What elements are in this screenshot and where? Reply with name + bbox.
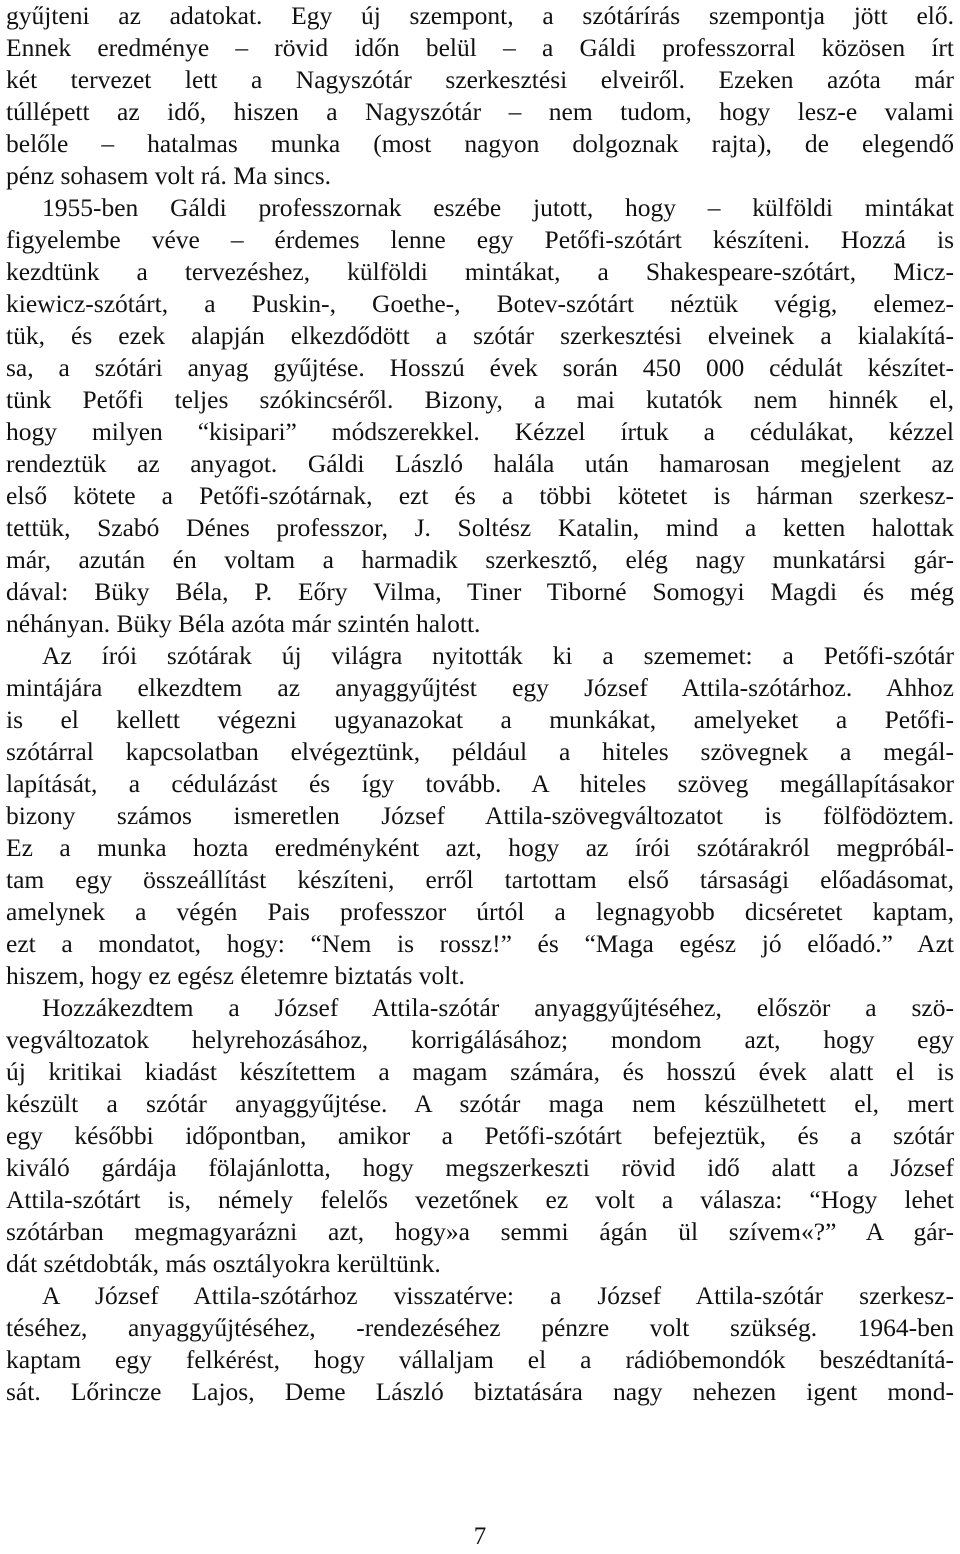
- text-line: tam egy összeállítást készíteni, erről tartottam első társasági előadásomat,: [6, 865, 954, 894]
- text-line: tettük, Szabó Dénes professzor, J. Soltész Katalin, mind a ketten halottak: [6, 513, 954, 542]
- text-line: sa, a szótári anyag gyűjtése. Hosszú évek során 450 000 cédulát készítet-: [6, 353, 954, 382]
- text-line: néhányan. Büky Béla azóta már szintén halott.: [6, 609, 481, 638]
- paragraph-first-line: Hozzákezdtem a József Attila-szótár anyaggyűjtéséhez, először a szö-: [42, 993, 954, 1022]
- text-line: kiewicz-szótárt, a Puskin-, Goethe-, Botev-szótárt néztük végig, elemez-: [6, 289, 954, 318]
- text-line: téséhez, anyaggyűjtéséhez, -rendezéséhez pénzre volt szükség. 1964-ben: [6, 1313, 954, 1342]
- text-line: készült a szótár anyaggyűjtése. A szótár maga nem készülhetett el, mert: [6, 1089, 954, 1118]
- text-line: dával: Büky Béla, P. Eőry Vilma, Tiner Tiborné Somogyi Magdi és még: [6, 577, 954, 606]
- paragraph-first-line: Az írói szótárak új világra nyitották ki a szememet: a Petőfi-szótár: [42, 641, 954, 670]
- text-line: tük, és ezek alapján elkezdődött a szótár szerkesztési elveinek a kialakítá-: [6, 321, 954, 350]
- text-line: szótárral kapcsolatban elvégeztünk, például a hiteles szövegnek a megál-: [6, 737, 954, 766]
- text-line: hogy milyen “kisipari” módszerekkel. Kézzel írtuk a cédulákat, kézzel: [6, 417, 954, 446]
- text-line: gyűjteni az adatokat. Egy új szempont, a szótárírás szempontja jött elő.: [6, 1, 954, 30]
- text-line: első kötete a Petőfi-szótárnak, ezt és a többi kötetet is hárman szerkesz-: [6, 481, 954, 510]
- text-line: kiváló gárdája fölajánlotta, hogy megszerkeszti rövid idő alatt a József: [6, 1153, 954, 1182]
- text-line: Ennek eredménye – rövid időn belül – a Gáldi professzorral közösen írt: [6, 33, 954, 62]
- text-line: mintájára elkezdtem az anyaggyűjtést egy József Attila-szótárhoz. Ahhoz: [6, 673, 954, 702]
- text-line: pénz sohasem volt rá. Ma sincs.: [6, 161, 332, 190]
- text-line: egy későbbi időpontban, amikor a Petőfi-szótárt befejeztük, és a szótár: [6, 1121, 954, 1150]
- text-line: kezdtünk a tervezéshez, külföldi mintákat, a Shakespeare-szótárt, Micz-: [6, 257, 954, 286]
- paragraph-first-line: A József Attila-szótárhoz visszatérve: a József Attila-szótár szerkesz-: [42, 1281, 954, 1310]
- text-line: kaptam egy felkérést, hogy vállaljam el a rádióbemondók beszédtanítá-: [6, 1345, 954, 1374]
- text-line: belőle – hatalmas munka (most nagyon dolgoznak rajta), de elegendő: [6, 129, 954, 158]
- text-line: tünk Petőfi teljes szókincséről. Bizony, a mai kutatók nem hinnék el,: [6, 385, 954, 414]
- text-line: vegváltozatok helyrehozásához, korrigálásához; mondom azt, hogy egy: [6, 1025, 954, 1054]
- text-line: sát. Lőrincze Lajos, Deme László biztatására nagy nehezen igent mond-: [6, 1377, 954, 1406]
- text-line: bizony számos ismeretlen József Attila-szövegváltozatot is fölfödöztem.: [6, 801, 954, 830]
- text-line: már, azután én voltam a harmadik szerkesztő, elég nagy munkatársi gár-: [6, 545, 954, 574]
- text-line: amelynek a végén Pais professzor úrtól a legnagyobb dicséretet kaptam,: [6, 897, 954, 926]
- text-line: Attila-szótárt is, némely felelős vezetőnek ez volt a válasza: “Hogy lehet: [6, 1185, 954, 1214]
- text-line: lapítását, a cédulázást és így tovább. A hiteles szöveg megállapításakor: [6, 769, 954, 798]
- text-line: figyelembe véve – érdemes lenne egy Petőfi-szótárt készíteni. Hozzá is: [6, 225, 954, 254]
- text-line: két tervezet lett a Nagyszótár szerkesztési elveiről. Ezeken azóta már: [6, 65, 954, 94]
- text-line: új kritikai kiadást készítettem a magam számára, és hosszú évek alatt el is: [6, 1057, 954, 1086]
- text-line: szótárban megmagyarázni azt, hogy»a semmi ágán ül szívem«?” A gár-: [6, 1217, 954, 1246]
- text-line: ezt a mondatot, hogy: “Nem is rossz!” és “Maga egész jó előadó.” Azt: [6, 929, 954, 958]
- text-line: dát szétdobták, más osztályokra kerültünk.: [6, 1249, 441, 1278]
- text-line: hiszem, hogy ez egész életemre biztatás volt.: [6, 961, 465, 990]
- page-number: 7: [473, 1523, 487, 1550]
- text-line: Ez a munka hozta eredményként azt, hogy az írói szótárakról megpróbál-: [6, 833, 954, 862]
- text-line: rendeztük az anyagot. Gáldi László halála után hamarosan megjelent az: [6, 449, 954, 478]
- text-line: túllépett az idő, hiszen a Nagyszótár – nem tudom, hogy lesz-e valami: [6, 97, 954, 126]
- paragraph-first-line: 1955-ben Gáldi professzornak eszébe jutott, hogy – külföldi mintákat: [42, 193, 954, 222]
- text-line: is el kellett végezni ugyanazokat a munkákat, amelyeket a Petőfi-: [6, 705, 954, 734]
